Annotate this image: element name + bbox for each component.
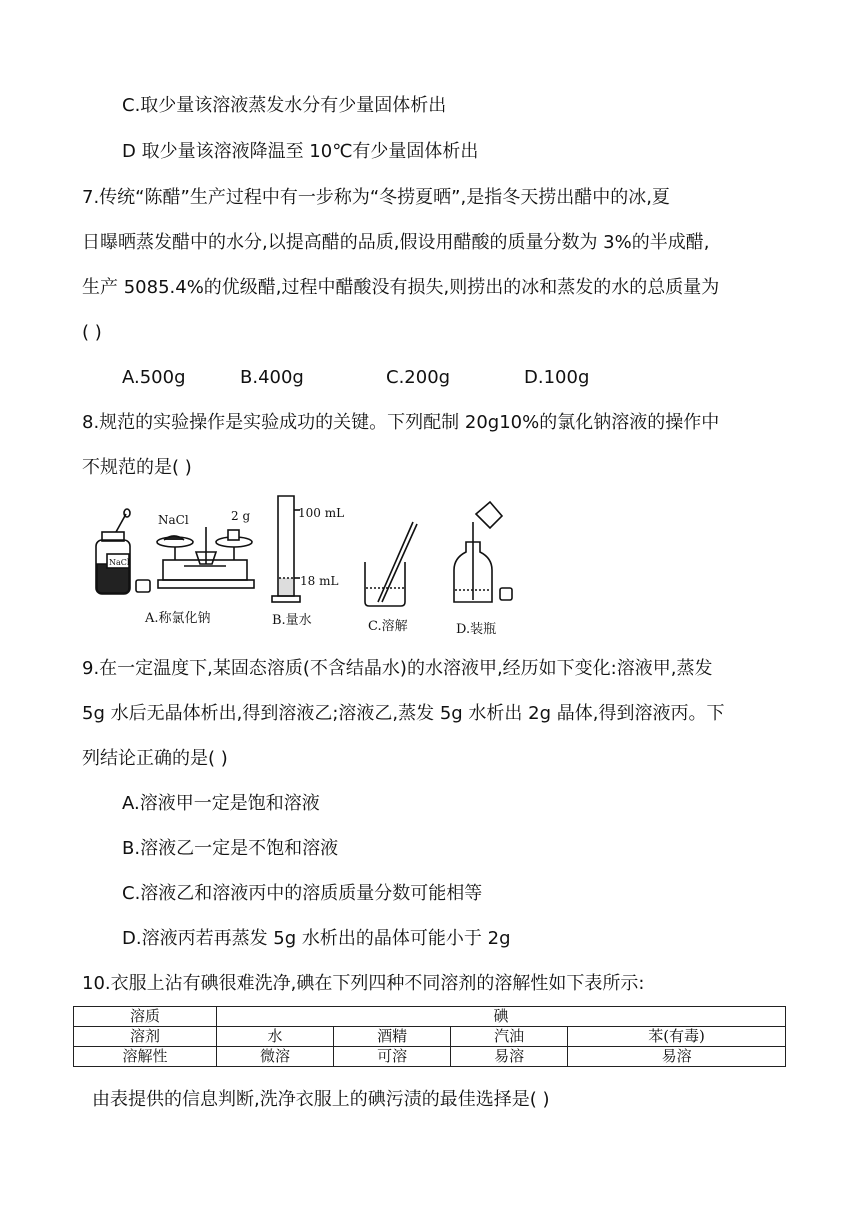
q7-line-3: 生产 5085.4%的优级醋,过程中醋酸没有损失,则捞出的冰和蒸发的水的总质量为 [82,277,720,298]
q7-line-1: 7.传统“陈醋”生产过程中有一步称为“冬捞夏晒”,是指冬天捞出醋中的冰,夏 [82,187,670,208]
q7-option-a: A.500g [122,367,186,388]
table-cell: 可溶 [334,1047,451,1067]
q9-option-d: D.溶液丙若再蒸发 5g 水析出的晶体可能小于 2g [122,928,511,949]
lab-operations-figure [88,492,528,638]
table-cell: 碘 [217,1007,786,1027]
beaker [365,522,417,606]
jar-lid [136,580,150,592]
balance [157,527,254,588]
q9-option-a: A.溶液甲一定是饱和溶液 [122,793,320,814]
caption-c: C.溶解 [368,619,408,634]
reagent-jar [96,509,130,594]
q9-option-c: C.溶液乙和溶液丙中的溶质质量分数可能相等 [122,883,483,904]
table-row [74,1007,786,1027]
table-cell: 溶剂 [74,1027,217,1047]
caption-a: A.称氯化钠 [145,611,211,626]
q7-line-4: ( ) [82,322,102,343]
table-cell: 水 [217,1027,334,1047]
table-cell: 易溶 [451,1047,568,1067]
reagent-bottle [454,502,512,602]
table-row [74,1047,786,1067]
balance-nacl-label: NaCl [158,513,189,527]
solubility-table [73,1006,786,1067]
cylinder-top-label: 100 mL [298,506,345,520]
table-cell: 溶质 [74,1007,217,1027]
q8-line-2: 不规范的是( ) [82,457,192,478]
table-cell: 微溶 [217,1047,334,1067]
q8-line-1: 8.规范的实验操作是实验成功的关键。下列配制 20g10%的氯化钠溶液的操作中 [82,412,720,433]
table-cell: 酒精 [334,1027,451,1047]
table-cell: 溶解性 [74,1047,217,1067]
q7-option-b: B.400g [240,367,304,388]
jar-label: NaCl [109,558,130,567]
q7-option-d: D.100g [524,367,590,388]
cylinder-mark-label: 18 mL [300,574,339,588]
caption-d: D.装瓶 [456,622,497,637]
q9-line-2: 5g 水后无晶体析出,得到溶液乙;溶液乙,蒸发 5g 水析出 2g 晶体,得到溶液丙。下 [82,703,725,724]
table-cell: 易溶 [568,1047,786,1067]
table-cell: 汽油 [451,1027,568,1047]
q6-option-d: D 取少量该溶液降温至 10℃有少量固体析出 [122,141,479,162]
q9-line-1: 9.在一定温度下,某固态溶质(不含结晶水)的水溶液甲,经历如下变化:溶液甲,蒸发 [82,658,713,679]
q10-line-2: 由表提供的信息判断,洗净衣服上的碘污渍的最佳选择是( ) [92,1089,550,1110]
q6-option-c: C.取少量该溶液蒸发水分有少量固体析出 [122,95,447,116]
table-cell: 苯(有毒) [568,1027,786,1047]
q9-option-b: B.溶液乙一定是不饱和溶液 [122,838,339,859]
q10-line-1: 10.衣服上沾有碘很难洗净,碘在下列四种不同溶剂的溶解性如下表所示: [82,973,645,994]
balance-weight-label: 2 g [231,509,251,523]
table-row [74,1027,786,1047]
measuring-cylinder [272,496,300,602]
q9-line-3: 列结论正确的是( ) [82,748,228,769]
caption-b: B.量水 [272,613,312,628]
q7-option-c: C.200g [386,367,451,388]
q7-line-2: 日曝晒蒸发醋中的水分,以提高醋的品质,假设用醋酸的质量分数为 3%的半成醋, [82,232,710,253]
